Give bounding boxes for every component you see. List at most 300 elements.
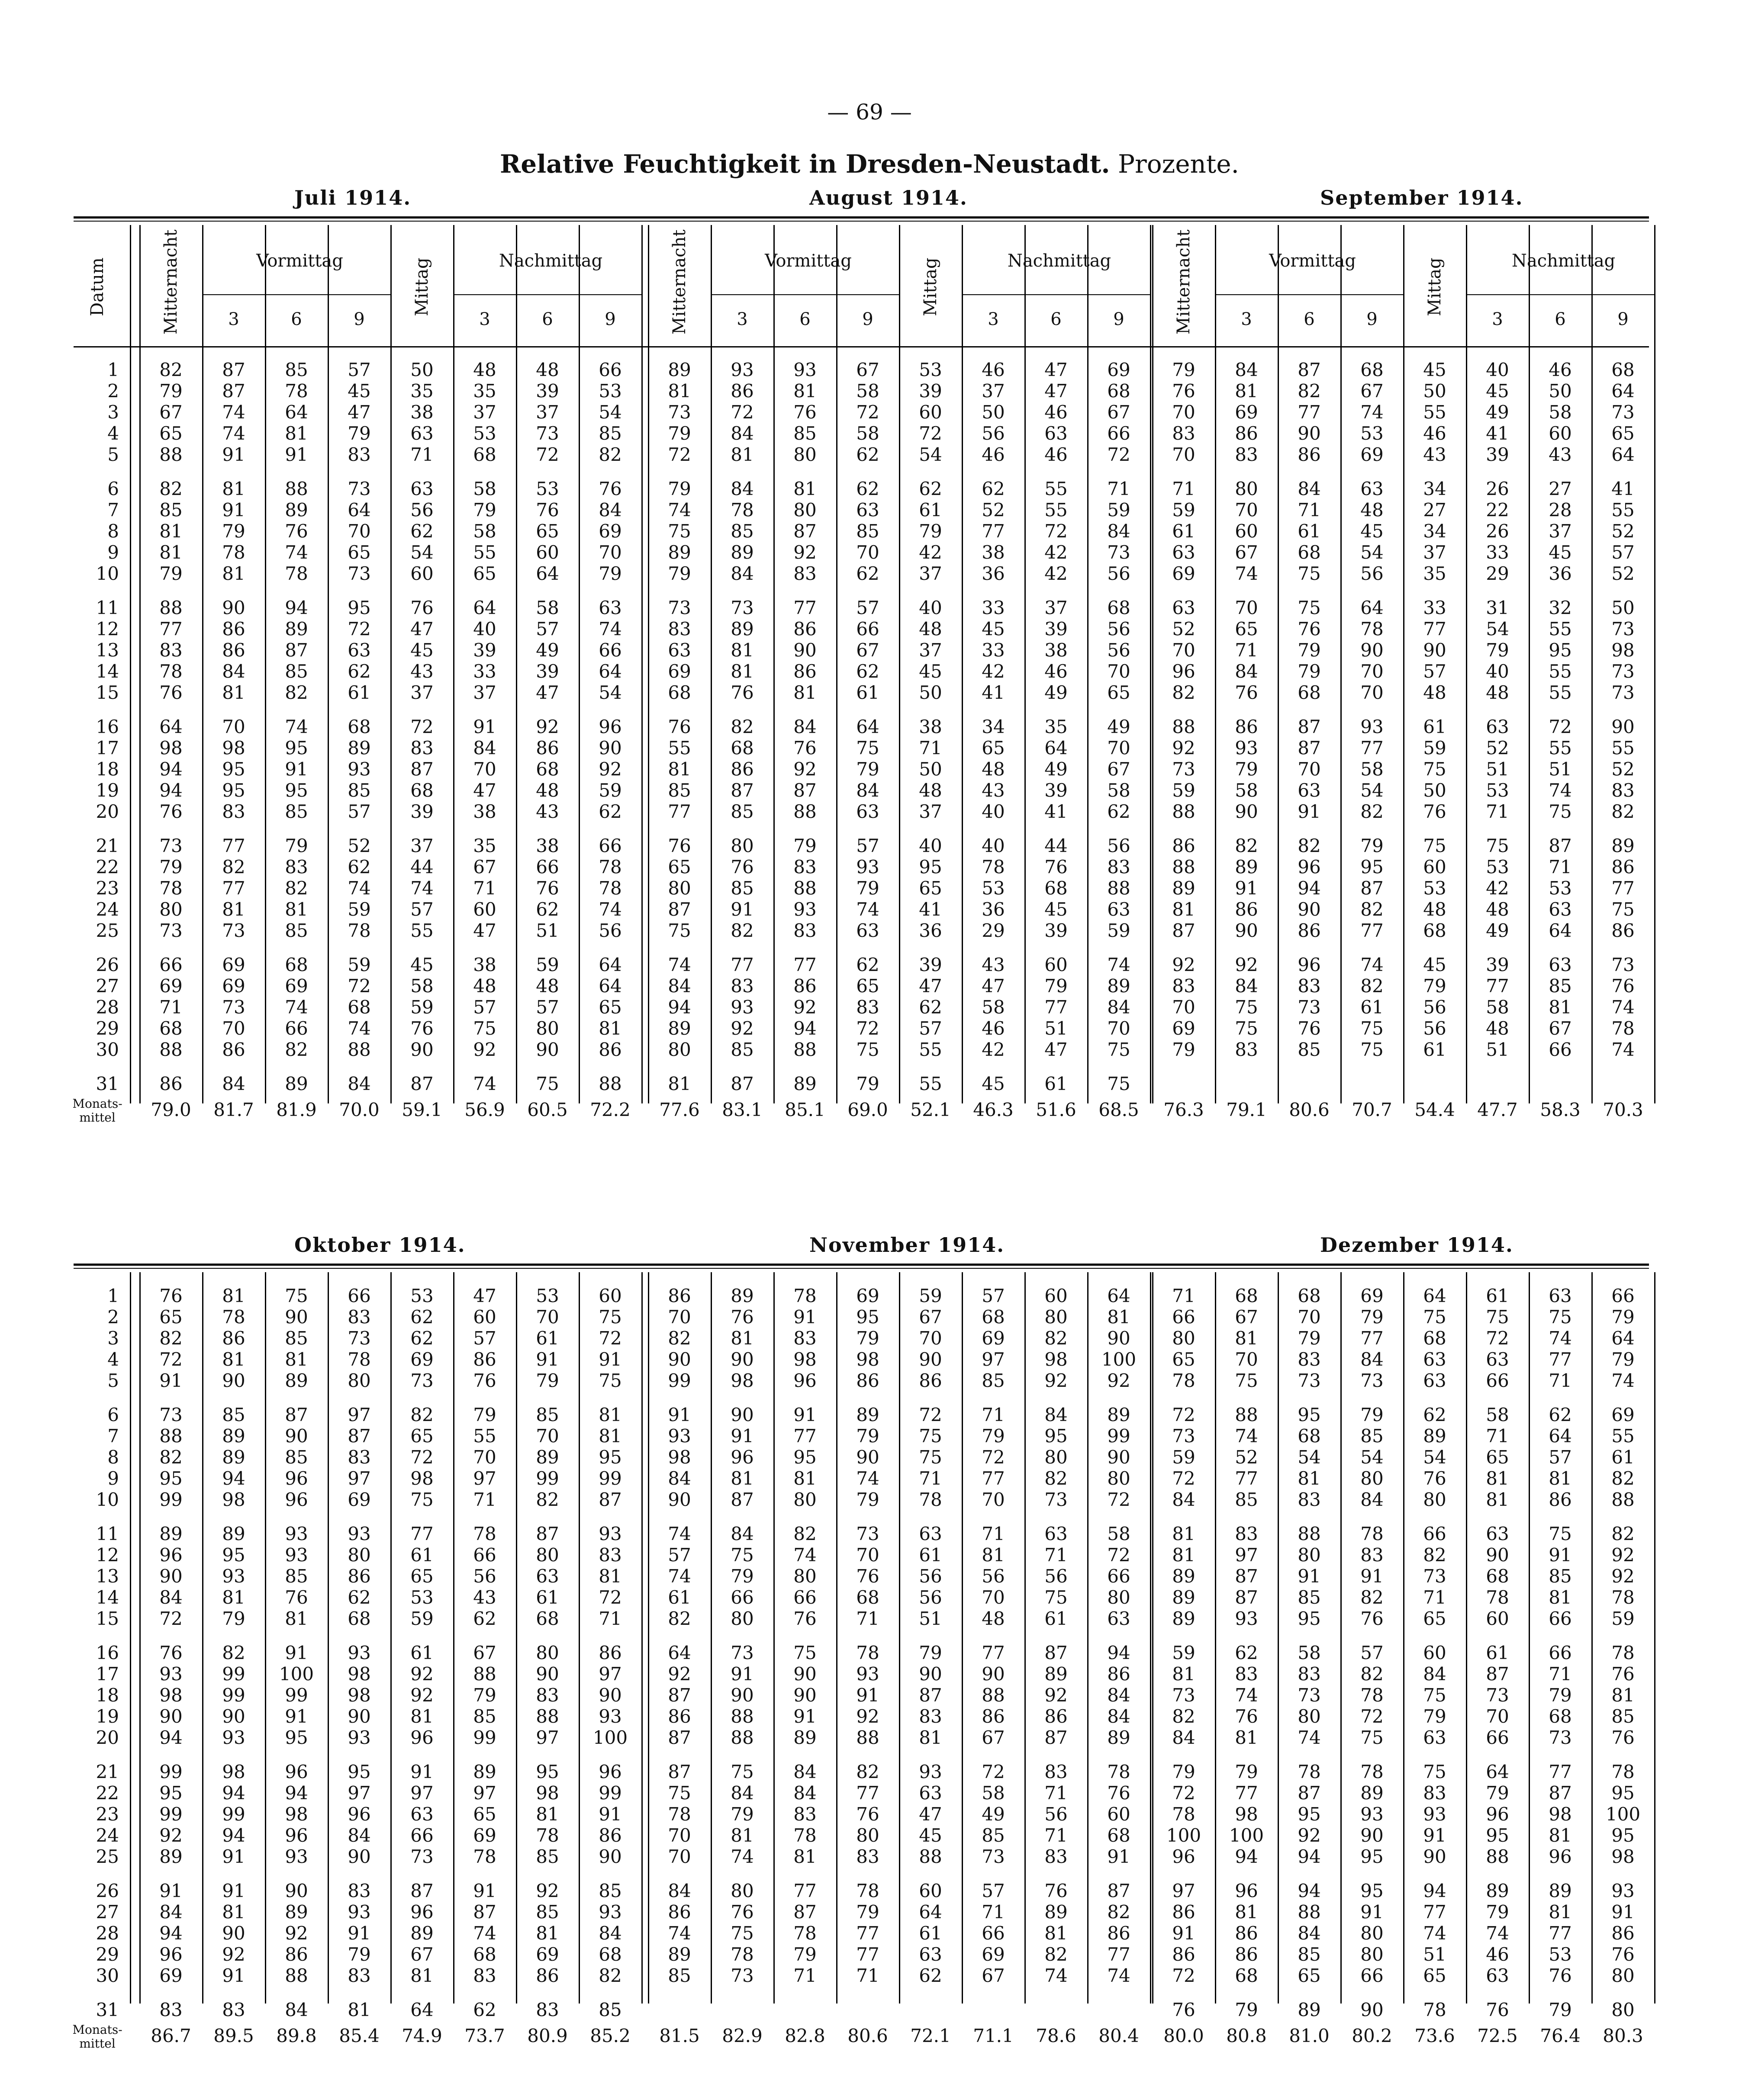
humidity-value: 93: [348, 759, 371, 780]
humidity-value: 73: [1611, 954, 1635, 975]
column-divider: [648, 225, 649, 1103]
humidity-value: 68: [1107, 1825, 1130, 1846]
humidity-value: 83: [856, 1846, 879, 1867]
humidity-value: 53: [599, 380, 622, 402]
humidity-value: 92: [793, 542, 817, 563]
humidity-value: 40: [1486, 661, 1509, 682]
humidity-value: 86: [731, 380, 754, 402]
humidity-value: 83: [348, 444, 371, 465]
humidity-value: 79: [856, 1328, 879, 1349]
humidity-value: 91: [668, 1404, 691, 1425]
humidity-value: 37: [410, 835, 434, 856]
humidity-value: 58: [1360, 759, 1384, 780]
humidity-value: 93: [599, 1523, 622, 1544]
humidity-value: 55: [1549, 661, 1572, 682]
humidity-value: 90: [1235, 920, 1258, 941]
monthly-mean-value: 73.7: [464, 2025, 505, 2046]
humidity-value: 80: [1235, 478, 1258, 499]
humidity-value: 71: [1172, 478, 1195, 499]
humidity-value: 64: [1360, 597, 1384, 618]
humidity-value: 54: [599, 682, 622, 703]
humidity-value: 54: [599, 402, 622, 423]
humidity-value: 81: [410, 1706, 434, 1727]
humidity-value: 94: [222, 1825, 245, 1846]
column-divider: [1278, 225, 1279, 1103]
monthly-mean-value: 70.7: [1352, 1099, 1392, 1120]
humidity-value: 99: [159, 1761, 183, 1782]
humidity-value: 76: [599, 478, 622, 499]
humidity-value: 37: [536, 402, 559, 423]
humidity-value: 76: [473, 1370, 496, 1391]
humidity-value: 81: [599, 1404, 622, 1425]
humidity-value: 72: [1044, 521, 1068, 542]
humidity-value: 84: [1360, 1489, 1384, 1510]
humidity-value: 68: [348, 1608, 371, 1629]
humidity-value: 82: [1360, 1587, 1384, 1608]
humidity-value: 76: [668, 835, 691, 856]
humidity-value: 81: [1235, 1727, 1258, 1748]
humidity-value: 74: [348, 1018, 371, 1039]
humidity-value: 74: [856, 1468, 879, 1489]
humidity-value: 84: [1172, 1727, 1195, 1748]
humidity-value: 61: [348, 682, 371, 703]
humidity-value: 70: [1235, 1349, 1258, 1370]
humidity-value: 59: [1172, 1447, 1195, 1468]
humidity-value: 45: [1423, 359, 1446, 380]
humidity-value: 86: [222, 618, 245, 640]
day-number: 15: [96, 682, 119, 703]
humidity-value: 78: [348, 1349, 371, 1370]
humidity-value: 96: [599, 1761, 622, 1782]
humidity-value: 77: [1360, 1328, 1384, 1349]
humidity-value: 49: [1044, 682, 1068, 703]
humidity-value: 87: [731, 780, 754, 801]
humidity-value: 93: [348, 1523, 371, 1544]
humidity-value: 65: [410, 1566, 434, 1587]
humidity-value: 72: [919, 1404, 942, 1425]
humidity-value: 81: [1235, 1328, 1258, 1349]
column-divider: [773, 225, 775, 1103]
humidity-value: 62: [856, 478, 879, 499]
humidity-value: 75: [1107, 1039, 1130, 1060]
humidity-value: 76: [1611, 1663, 1635, 1685]
humidity-value: 91: [1235, 878, 1258, 899]
humidity-value: 37: [410, 682, 434, 703]
monthly-mean-value: 68.5: [1098, 1099, 1139, 1120]
humidity-value: 72: [159, 1608, 183, 1629]
humidity-value: 82: [1423, 1544, 1446, 1566]
humidity-value: 58: [1486, 997, 1509, 1018]
humidity-value: 88: [731, 1727, 754, 1748]
humidity-value: 82: [731, 716, 754, 737]
humidity-value: 85: [536, 1404, 559, 1425]
header-datum: Datum: [87, 257, 107, 316]
day-number: 30: [96, 1965, 119, 1986]
humidity-value: 85: [536, 1901, 559, 1923]
humidity-value: 95: [599, 1447, 622, 1468]
humidity-value: 65: [1423, 1608, 1446, 1629]
humidity-value: 74: [285, 716, 308, 737]
humidity-value: 62: [348, 856, 371, 878]
humidity-value: 27: [1549, 478, 1572, 499]
humidity-value: 92: [668, 1663, 691, 1685]
humidity-value: 58: [536, 597, 559, 618]
humidity-value: 69: [1611, 1404, 1635, 1425]
header-mitternacht: Mitternacht: [1174, 229, 1194, 334]
humidity-value: 46: [982, 444, 1005, 465]
humidity-value: 68: [285, 954, 308, 975]
humidity-value: 60: [1423, 856, 1446, 878]
humidity-value: 59: [1172, 780, 1195, 801]
humidity-value: 89: [222, 1447, 245, 1468]
humidity-value: 98: [222, 737, 245, 759]
humidity-value: 85: [1549, 975, 1572, 997]
humidity-value: 70: [668, 1825, 691, 1846]
month-title: Oktober 1914.: [294, 1233, 466, 1257]
humidity-value: 67: [982, 1727, 1005, 1748]
humidity-value: 89: [536, 1447, 559, 1468]
humidity-value: 33: [473, 661, 496, 682]
humidity-value: 82: [1298, 380, 1321, 402]
humidity-value: 76: [668, 716, 691, 737]
humidity-value: 50: [410, 359, 434, 380]
humidity-value: 72: [1172, 1965, 1195, 1986]
humidity-value: 87: [1235, 1566, 1258, 1587]
humidity-value: 73: [159, 1404, 183, 1425]
humidity-value: 75: [1235, 1370, 1258, 1391]
humidity-value: 85: [473, 1706, 496, 1727]
humidity-value: 83: [1298, 1663, 1321, 1685]
humidity-value: 49: [1486, 920, 1509, 941]
humidity-value: 61: [919, 1923, 942, 1944]
humidity-value: 73: [1298, 1370, 1321, 1391]
header-vormittag: Vormittag: [256, 251, 343, 271]
day-number: 26: [96, 1880, 119, 1901]
humidity-value: 81: [285, 1349, 308, 1370]
humidity-value: 79: [222, 1608, 245, 1629]
humidity-value: 85: [1298, 1587, 1321, 1608]
header-vormittag: Vormittag: [1269, 251, 1356, 271]
humidity-value: 56: [1107, 835, 1130, 856]
humidity-value: 66: [982, 1923, 1005, 1944]
header-hour: 3: [1492, 309, 1503, 329]
header-hour: 9: [1113, 309, 1124, 329]
humidity-value: 76: [1044, 1880, 1068, 1901]
humidity-value: 98: [348, 1685, 371, 1706]
header-subrule: [711, 294, 899, 295]
humidity-value: 70: [1298, 1306, 1321, 1328]
humidity-value: 85: [285, 1328, 308, 1349]
humidity-value: 48: [1486, 899, 1509, 920]
humidity-value: 92: [473, 1039, 496, 1060]
monthly-mean-value: 76.4: [1540, 2025, 1581, 2046]
humidity-value: 63: [410, 478, 434, 499]
humidity-value: 80: [793, 499, 817, 521]
day-number: 5: [107, 1370, 119, 1391]
humidity-value: 64: [1611, 444, 1635, 465]
humidity-value: 79: [668, 423, 691, 444]
humidity-value: 86: [348, 1566, 371, 1587]
humidity-value: 96: [410, 1727, 434, 1748]
humidity-value: 41: [1044, 801, 1068, 822]
humidity-value: 93: [222, 1566, 245, 1587]
column-divider: [516, 1272, 517, 2004]
humidity-value: 97: [1235, 1544, 1258, 1566]
humidity-value: 75: [1423, 1685, 1446, 1706]
month-title: Juli 1914.: [294, 186, 412, 209]
humidity-value: 68: [473, 444, 496, 465]
humidity-value: 67: [1360, 380, 1384, 402]
humidity-value: 72: [1549, 716, 1572, 737]
humidity-value: 83: [793, 1804, 817, 1825]
humidity-value: 71: [1172, 1285, 1195, 1306]
humidity-value: 94: [222, 1782, 245, 1804]
header-hour: 3: [1241, 309, 1252, 329]
humidity-value: 81: [599, 1566, 622, 1587]
humidity-value: 91: [222, 1880, 245, 1901]
humidity-value: 73: [1107, 542, 1130, 563]
day-number: 25: [96, 920, 119, 941]
humidity-value: 49: [536, 640, 559, 661]
humidity-value: 87: [536, 1523, 559, 1544]
humidity-value: 81: [1549, 1468, 1572, 1489]
day-number: 21: [96, 835, 119, 856]
humidity-value: 81: [1107, 1306, 1130, 1328]
humidity-value: 84: [1423, 1663, 1446, 1685]
column-divider: [1529, 225, 1530, 1103]
humidity-value: 95: [919, 856, 942, 878]
humidity-value: 97: [599, 1663, 622, 1685]
humidity-value: 90: [222, 597, 245, 618]
humidity-value: 47: [473, 1285, 496, 1306]
humidity-value: 71: [982, 1523, 1005, 1544]
humidity-value: 69: [473, 1825, 496, 1846]
humidity-value: 45: [1423, 954, 1446, 975]
humidity-value: 52: [1172, 618, 1195, 640]
humidity-value: 95: [1611, 1782, 1635, 1804]
humidity-value: 79: [1549, 1999, 1572, 2020]
humidity-value: 91: [731, 1663, 754, 1685]
column-divider: [1087, 1272, 1088, 2004]
humidity-value: 78: [1611, 1642, 1635, 1663]
humidity-value: 84: [668, 1880, 691, 1901]
humidity-value: 88: [159, 597, 183, 618]
humidity-value: 51: [1486, 1039, 1509, 1060]
humidity-value: 88: [473, 1663, 496, 1685]
humidity-value: 60: [1044, 1285, 1068, 1306]
humidity-value: 58: [982, 997, 1005, 1018]
humidity-value: 93: [159, 1663, 183, 1685]
humidity-value: 85: [1298, 1039, 1321, 1060]
humidity-value: 84: [731, 423, 754, 444]
humidity-value: 74: [1549, 1328, 1572, 1349]
humidity-value: 74: [1611, 1370, 1635, 1391]
humidity-value: 79: [1298, 661, 1321, 682]
humidity-value: 89: [222, 1425, 245, 1447]
humidity-value: 91: [285, 1642, 308, 1663]
humidity-value: 74: [473, 1073, 496, 1094]
humidity-value: 82: [1611, 1523, 1635, 1544]
humidity-value: 100: [1605, 1804, 1641, 1825]
humidity-value: 90: [285, 1880, 308, 1901]
humidity-value: 74: [668, 1523, 691, 1544]
humidity-value: 78: [1423, 1999, 1446, 2020]
humidity-value: 90: [668, 1489, 691, 1510]
humidity-value: 79: [731, 1804, 754, 1825]
humidity-value: 74: [1360, 402, 1384, 423]
humidity-value: 64: [159, 716, 183, 737]
humidity-value: 73: [1172, 759, 1195, 780]
monthly-mean-value: 80.0: [1163, 2025, 1204, 2046]
humidity-value: 43: [1423, 444, 1446, 465]
humidity-value: 48: [1423, 682, 1446, 703]
humidity-value: 69: [1235, 402, 1258, 423]
humidity-value: 87: [1044, 1642, 1068, 1663]
humidity-value: 83: [1235, 1039, 1258, 1060]
day-number: 6: [107, 478, 119, 499]
humidity-value: 81: [919, 1727, 942, 1748]
humidity-value: 77: [982, 521, 1005, 542]
humidity-value: 66: [731, 1587, 754, 1608]
humidity-value: 75: [473, 1018, 496, 1039]
humidity-value: 81: [1172, 1663, 1195, 1685]
humidity-value: 90: [1360, 1999, 1384, 2020]
monthly-mean-value: 86.7: [151, 2025, 191, 2046]
humidity-value: 77: [731, 954, 754, 975]
humidity-value: 68: [856, 1587, 879, 1608]
humidity-value: 65: [1235, 618, 1258, 640]
humidity-value: 82: [1360, 1663, 1384, 1685]
humidity-value: 81: [731, 1825, 754, 1846]
humidity-value: 70: [1172, 640, 1195, 661]
humidity-value: 80: [1107, 1587, 1130, 1608]
humidity-value: 47: [1044, 359, 1068, 380]
day-number: 12: [96, 1544, 119, 1566]
humidity-value: 86: [1549, 1489, 1572, 1510]
humidity-value: 72: [599, 1328, 622, 1349]
humidity-value: 96: [285, 1489, 308, 1510]
humidity-value: 76: [285, 1587, 308, 1608]
humidity-value: 79: [668, 478, 691, 499]
humidity-value: 74: [348, 878, 371, 899]
humidity-value: 76: [159, 1285, 183, 1306]
humidity-value: 85: [285, 920, 308, 941]
humidity-value: 81: [1486, 1489, 1509, 1510]
humidity-value: 86: [1611, 920, 1635, 941]
humidity-value: 76: [159, 682, 183, 703]
humidity-value: 42: [919, 542, 942, 563]
humidity-value: 75: [668, 521, 691, 542]
day-number: 23: [96, 878, 119, 899]
humidity-value: 83: [536, 1685, 559, 1706]
humidity-value: 48: [919, 780, 942, 801]
humidity-value: 83: [1172, 423, 1195, 444]
humidity-value: 65: [1107, 682, 1130, 703]
humidity-value: 75: [731, 1761, 754, 1782]
column-divider: [1403, 1272, 1404, 2004]
humidity-value: 82: [159, 1447, 183, 1468]
humidity-value: 96: [1172, 1846, 1195, 1867]
humidity-value: 39: [1486, 444, 1509, 465]
humidity-value: 86: [1298, 444, 1321, 465]
humidity-value: 83: [222, 1999, 245, 2020]
humidity-value: 81: [599, 1018, 622, 1039]
humidity-value: 78: [1360, 1523, 1384, 1544]
humidity-value: 86: [668, 1901, 691, 1923]
humidity-value: 40: [982, 801, 1005, 822]
humidity-value: 82: [285, 878, 308, 899]
humidity-value: 77: [982, 1642, 1005, 1663]
humidity-value: 70: [1172, 997, 1195, 1018]
humidity-value: 79: [1172, 1761, 1195, 1782]
header-mittag: Mittag: [412, 257, 432, 316]
humidity-value: 87: [1360, 878, 1384, 899]
humidity-value: 75: [1549, 1306, 1572, 1328]
column-divider: [1215, 225, 1216, 1103]
humidity-value: 70: [1107, 661, 1130, 682]
humidity-value: 86: [1107, 1663, 1130, 1685]
humidity-value: 60: [1235, 521, 1258, 542]
monthly-mean-value: 85.1: [785, 1099, 825, 1120]
title-unit: Prozente.: [1117, 149, 1239, 179]
humidity-value: 71: [159, 997, 183, 1018]
humidity-value: 78: [222, 542, 245, 563]
humidity-value: 83: [1611, 780, 1635, 801]
humidity-value: 94: [1235, 1846, 1258, 1867]
humidity-value: 70: [982, 1587, 1005, 1608]
humidity-value: 93: [222, 1727, 245, 1748]
humidity-value: 98: [1549, 1804, 1572, 1825]
humidity-value: 66: [1107, 423, 1130, 444]
humidity-value: 45: [1360, 521, 1384, 542]
column-divider: [390, 1272, 392, 2004]
humidity-value: 89: [1107, 1404, 1130, 1425]
humidity-value: 97: [1172, 1880, 1195, 1901]
humidity-value: 56: [1423, 997, 1446, 1018]
humidity-value: 70: [473, 759, 496, 780]
humidity-value: 93: [348, 1642, 371, 1663]
humidity-value: 87: [1298, 716, 1321, 737]
humidity-value: 76: [1360, 1608, 1384, 1629]
day-number: 11: [96, 1523, 119, 1544]
humidity-value: 86: [793, 618, 817, 640]
humidity-value: 45: [348, 380, 371, 402]
humidity-value: 92: [599, 759, 622, 780]
humidity-value: 79: [1611, 1306, 1635, 1328]
humidity-value: 75: [731, 1923, 754, 1944]
monthly-mean-value: 80.4: [1098, 2025, 1139, 2046]
humidity-value: 58: [856, 423, 879, 444]
humidity-value: 76: [793, 737, 817, 759]
humidity-value: 53: [982, 878, 1005, 899]
humidity-value: 81: [793, 1468, 817, 1489]
humidity-value: 73: [1611, 661, 1635, 682]
humidity-value: 81: [536, 1923, 559, 1944]
humidity-value: 74: [1107, 954, 1130, 975]
humidity-value: 93: [1360, 1804, 1384, 1825]
humidity-value: 95: [793, 1447, 817, 1468]
humidity-value: 88: [1235, 1404, 1258, 1425]
column-divider: [328, 1272, 329, 2004]
humidity-value: 55: [1549, 682, 1572, 703]
day-number: 28: [96, 997, 119, 1018]
humidity-value: 68: [668, 682, 691, 703]
humidity-value: 60: [473, 1306, 496, 1328]
humidity-value: 87: [731, 1489, 754, 1510]
humidity-value: 85: [1235, 1489, 1258, 1510]
humidity-value: 93: [1423, 1804, 1446, 1825]
humidity-value: 99: [159, 1489, 183, 1510]
